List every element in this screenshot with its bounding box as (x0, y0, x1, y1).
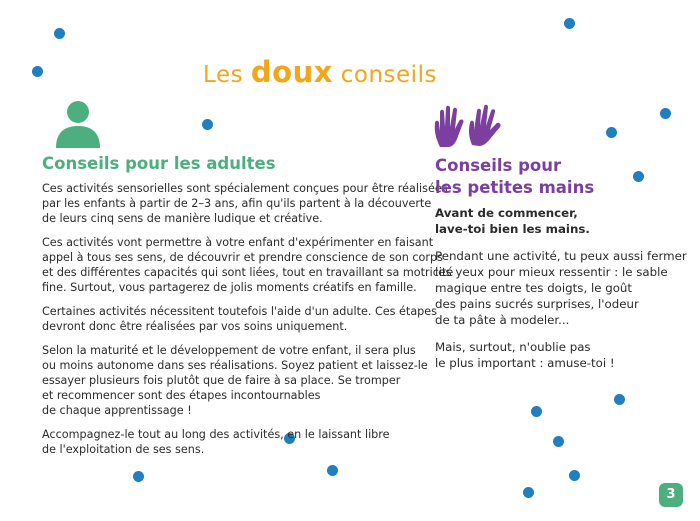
page-title (0, 55, 640, 89)
heading-line: les petites mains (435, 178, 595, 197)
adult-person-icon (53, 99, 103, 149)
paragraph (42, 427, 417, 457)
decorative-dot (569, 470, 580, 481)
paragraph (435, 339, 675, 371)
text-line: Selon la maturité et le développement de votre enfant, il sera plus (42, 344, 416, 357)
text-line: et des différentes capacités qui sont liées, tout en travaillant sa motricité (42, 266, 454, 279)
paragraph (42, 304, 437, 334)
text-line: Certaines activités nécessitent toutefois l'aide d'un adulte. Ces étapes (42, 305, 437, 318)
page-number-badge: 3 (659, 483, 683, 507)
text-line: lave-toi bien les mains. (435, 222, 590, 236)
title-suffix: conseils (340, 62, 437, 88)
intro-paragraph (435, 205, 675, 237)
little-hands-heading (435, 155, 594, 199)
text-line: de chaque apprentissage ! (42, 404, 192, 417)
paragraph (42, 235, 454, 295)
text-line: le plus important : amuse-toi ! (435, 356, 615, 370)
title-prefix: Les (203, 62, 244, 88)
decorative-dot (327, 465, 338, 476)
text-line: et recommencer sont des étapes incontournables (42, 389, 321, 402)
decorative-dot (606, 127, 617, 138)
text-line: des pains sucrés surprises, l'odeur (435, 297, 639, 311)
text-line: de l'exploitation de ses sens. (42, 443, 205, 456)
text-line: devront donc être réalisées par vos soins uniquement. (42, 320, 348, 333)
decorative-dot (564, 18, 575, 29)
adults-text (42, 181, 454, 466)
text-line: Mais, surtout, n'oublie pas (435, 340, 591, 354)
hands-icon (432, 103, 504, 149)
text-line: essayer plusieurs fois plutôt que de faire à sa place. Se tromper (42, 374, 401, 387)
text-line: appel à tous ses sens, de découvrir et prendre conscience de son corps (42, 251, 443, 264)
decorative-dot (523, 487, 534, 498)
text-line: de leurs cinq sens de manière ludique et créative. (42, 212, 323, 225)
decorative-dot (553, 436, 564, 447)
paragraph (42, 181, 448, 226)
text-line: les yeux pour mieux ressentir : le sable (435, 265, 668, 279)
decorative-dot (531, 406, 542, 417)
text-line: magique entre tes doigts, le goût (435, 281, 633, 295)
text-line: Pendant une activité, tu peux aussi fermer (435, 249, 687, 263)
text-line: par les enfants à partir de 2–3 ans, afin qu'ils partent à la découverte (42, 197, 432, 210)
text-line: Ces activités sensorielles sont spécialement conçues pour être réalisées (42, 182, 448, 195)
text-line: Avant de commencer, (435, 206, 578, 220)
text-line: fine. Surtout, vous partagerez de jolis moments créatifs en famille. (42, 281, 417, 294)
decorative-dot (54, 28, 65, 39)
little-hands-text (435, 205, 687, 382)
decorative-dot (660, 108, 671, 119)
adults-heading: Conseils pour les adultes (42, 154, 276, 173)
decorative-dot (614, 394, 625, 405)
title-emphasis: doux (250, 55, 333, 89)
decorative-dot (633, 171, 644, 182)
heading-line: Conseils pour (435, 156, 562, 175)
text-line: ou moins autonome dans ses réalisations. Soyez patient et laissez-le (42, 359, 428, 372)
paragraph (435, 248, 687, 328)
decorative-dot (133, 471, 144, 482)
text-line: Accompagnez-le tout au long des activités, en le laissant libre (42, 428, 390, 441)
text-line: Ces activités vont permettre à votre enfant d'expérimenter en faisant (42, 236, 434, 249)
decorative-dot (202, 119, 213, 130)
paragraph (42, 343, 428, 418)
text-line: de ta pâte à modeler... (435, 313, 570, 327)
